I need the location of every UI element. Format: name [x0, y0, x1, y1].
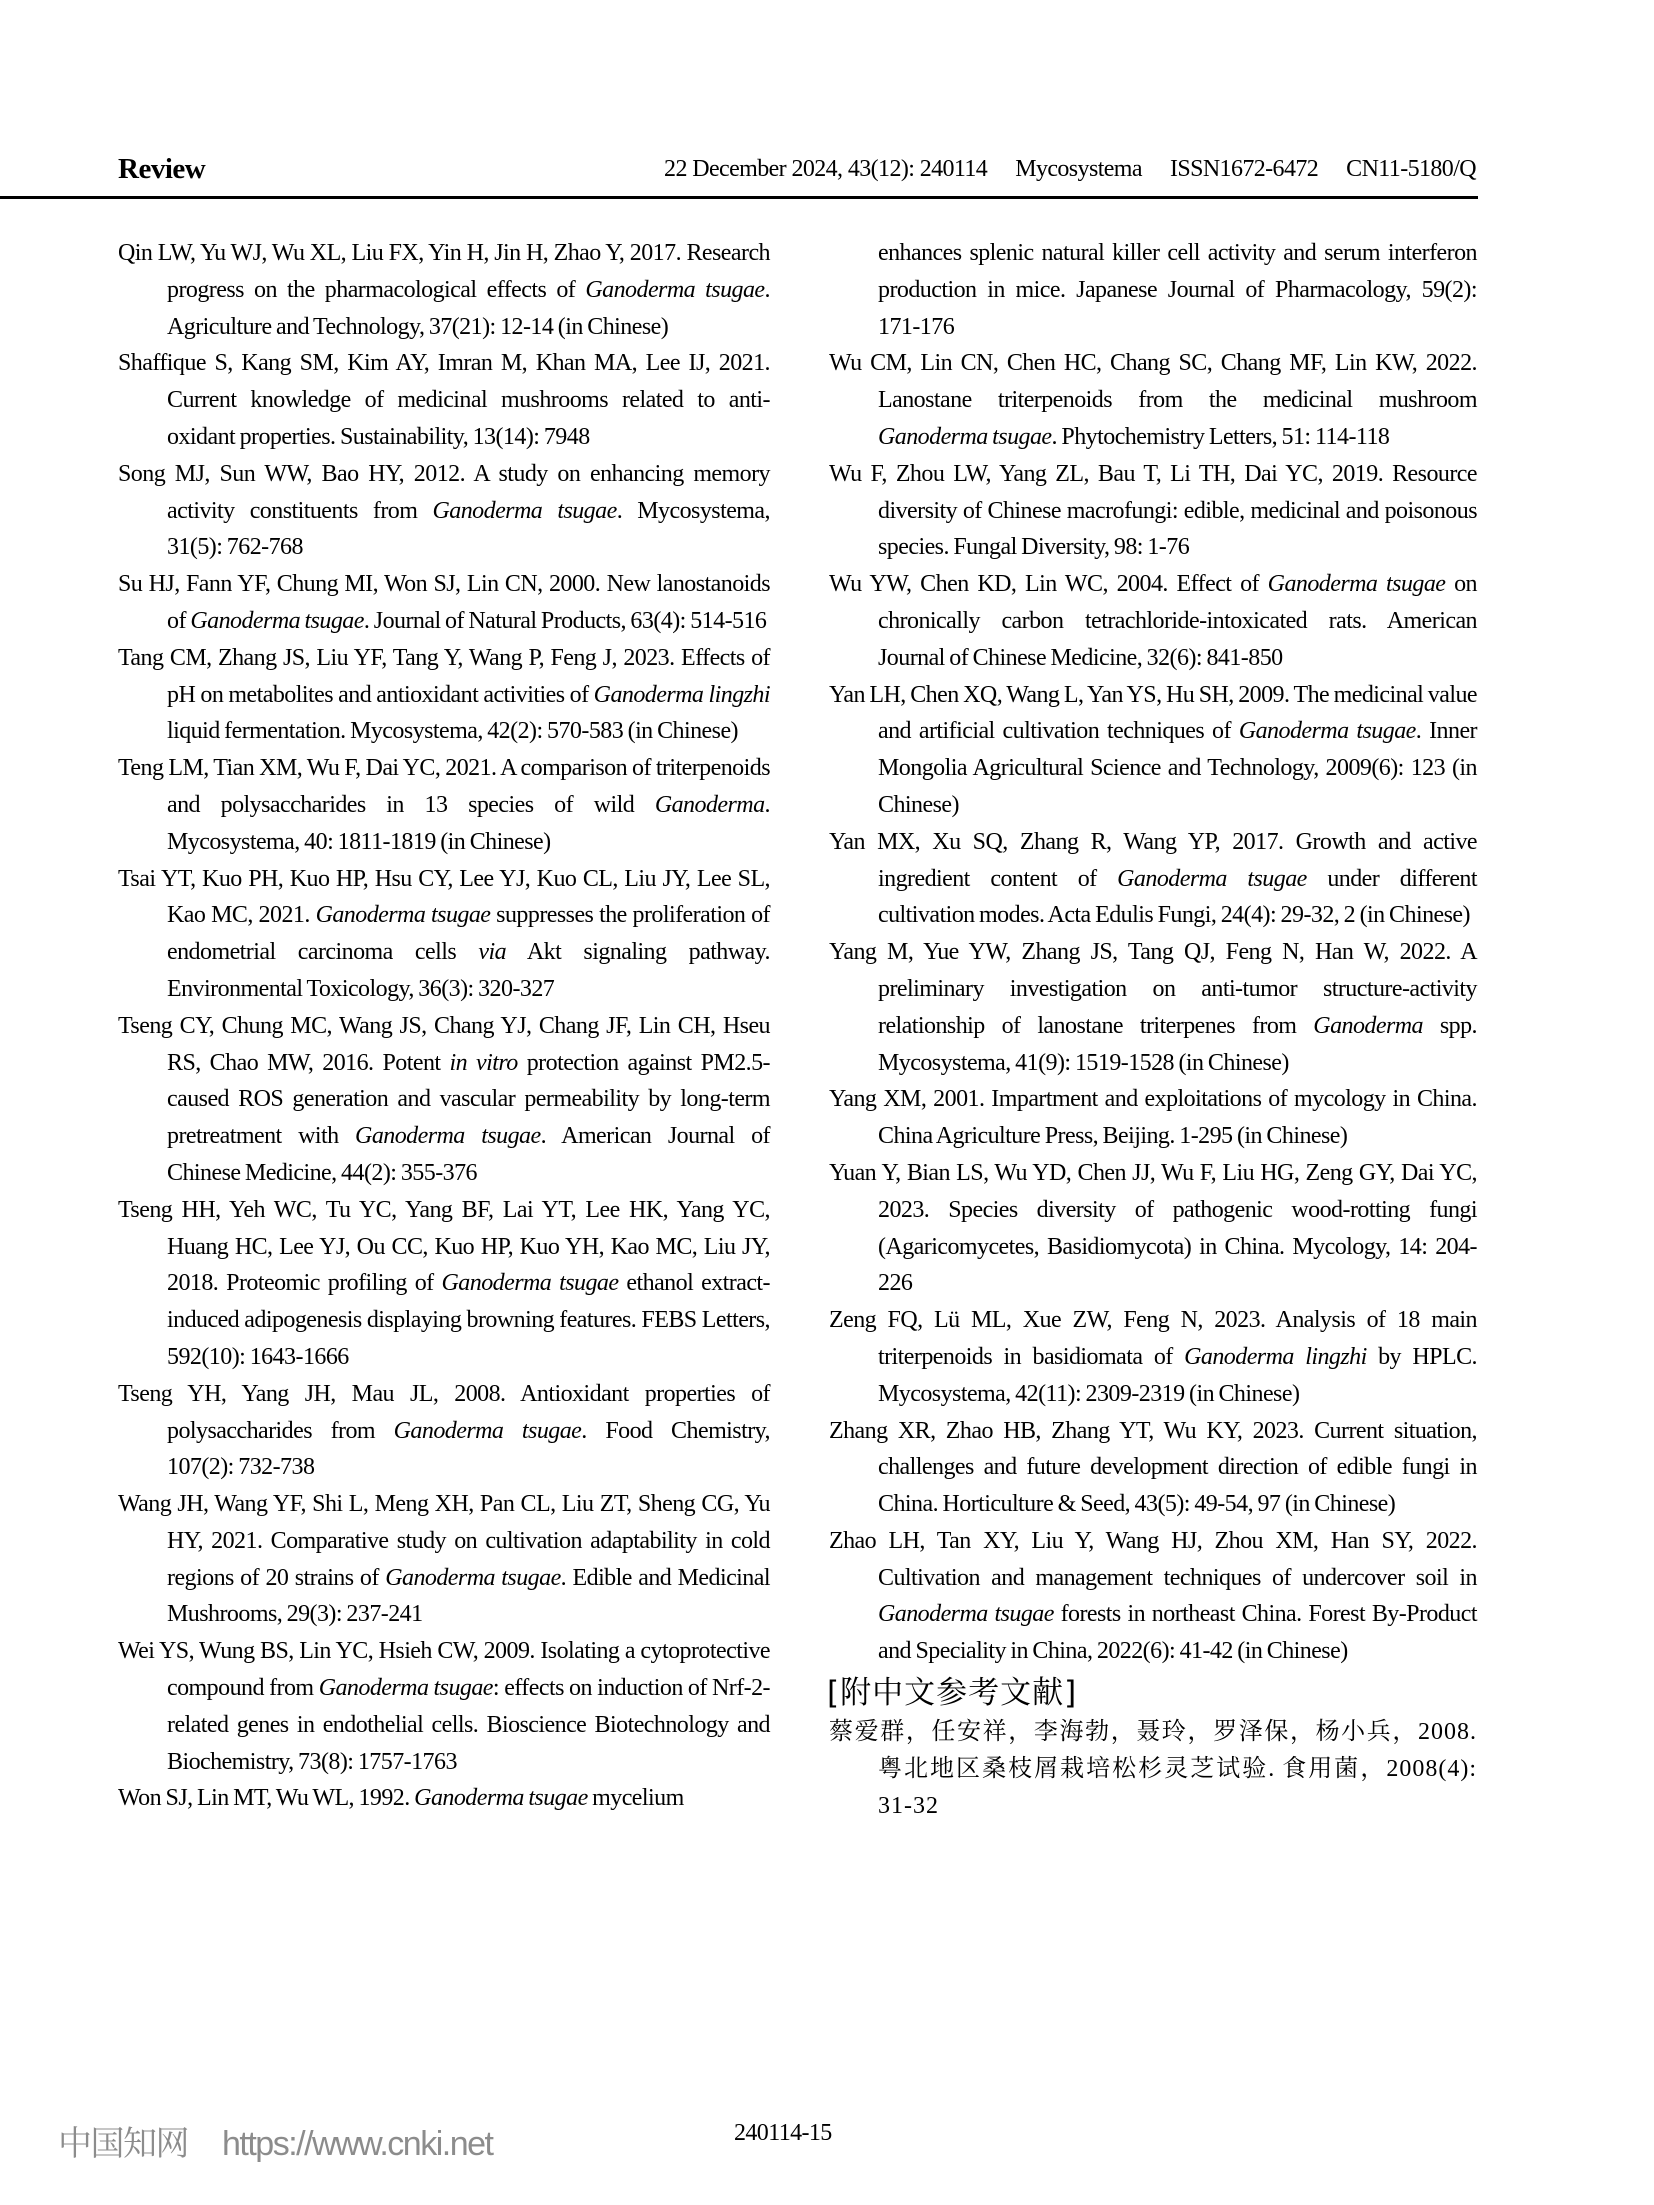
- italic-taxon: Ganoderma: [654, 791, 765, 818]
- reference-entry: [829, 1302, 1477, 1412]
- reference-text: Song MJ, Sun WW, Bao HY, 2012. A study on enhancing memory activity constituents from: [118, 460, 770, 524]
- reference-text: Wu CM, Lin CN, Chen HC, Chang SC, Chang MF, Lin KW, 2022. Lanostane triterpenoids from the medicinal mushroom: [829, 350, 1477, 414]
- reference-entry: [829, 345, 1477, 455]
- chinese-reference-entry: [829, 1714, 1477, 1824]
- reference-text: Zhao LH, Tan XY, Liu Y, Wang HJ, Zhou XM, Han SY, 2022. Cultivation and management techniques of undercover soil in: [829, 1527, 1477, 1591]
- reference-entry: [829, 1155, 1477, 1302]
- italic-taxon: Ganoderma tsugae: [414, 1785, 588, 1812]
- cn-number: CN11-5180/Q: [1346, 156, 1476, 182]
- reference-text: ethanol extract-induced adipogenesis displaying browning features. FEBS Letters, 592(10): 1643-1666: [167, 1270, 770, 1370]
- italic-taxon: Ganoderma tsugae: [878, 423, 1052, 450]
- italic-taxon: Ganoderma tsugae: [432, 497, 617, 524]
- left-reference-column: [118, 235, 770, 1817]
- section-label: Review: [118, 153, 206, 185]
- italic-taxon: Ganoderma tsugae: [393, 1417, 582, 1444]
- reference-continuation: [829, 235, 1477, 345]
- reference-text: liquid fermentation. Mycosystema, 42(2): 570-583 (in Chinese): [167, 718, 738, 745]
- reference-entry: [829, 677, 1477, 824]
- italic-taxon: Ganoderma tsugae: [385, 1564, 561, 1591]
- reference-entry: [118, 1486, 770, 1633]
- italic-taxon: Ganoderma tsugae: [1117, 865, 1307, 892]
- reference-entry: [118, 345, 770, 455]
- reference-text: Tseng HH, Yeh WC, Tu YC, Yang BF, Lai YT, Lee HK, Yang YC, Huang HC, Lee YJ, Ou CC, Kuo HP, Kuo YH, Kao MC, Liu JY, 2018. Proteomic profiling of: [118, 1196, 770, 1297]
- cnki-watermark: [58, 2116, 492, 2165]
- reference-entry: [829, 456, 1477, 566]
- reference-entry: [829, 1081, 1477, 1155]
- reference-text: Zeng FQ, Lü ML, Xue ZW, Feng N, 2023. Analysis of 18 main triterpenoids in basidiomata of: [829, 1307, 1477, 1370]
- reference-text: Shaffique S, Kang SM, Kim AY, Imran M, Khan MA, Lee IJ, 2021. Current knowledge of medicinal mushrooms related to anti-oxidant properties. Sustainability, 13(14): 7948: [118, 350, 770, 450]
- reference-text: : effects on induction of Nrf-2-related genes in endothelial cells. Bioscience Biotechnology and Biochemistry, 73(8): 1757-1763: [167, 1675, 770, 1775]
- reference-text: under different cultivation modes. Acta Edulis Fungi, 24(4): 29-32, 2 (in Chinese): [878, 865, 1477, 929]
- reference-text: Tang CM, Zhang JS, Liu YF, Tang Y, Wang P, Feng J, 2023. Effects of pH on metabolites and antioxidant activities of: [118, 644, 770, 708]
- italic-taxon: Ganoderma tsugae: [1267, 571, 1446, 598]
- reference-entry: [118, 861, 770, 1008]
- reference-text: Wu F, Zhou LW, Yang ZL, Bau T, Li TH, Dai YC, 2019. Resource diversity of Chinese macrofungi: edible, medicinal and poisonous species. Fungal Diversity, 98: 1-76: [829, 460, 1477, 561]
- italic-taxon: Ganoderma lingzhi: [1184, 1343, 1367, 1370]
- reference-entry: [829, 824, 1477, 934]
- reference-text: mycelium: [587, 1785, 684, 1812]
- reference-text: Zhang XR, Zhao HB, Zhang YT, Wu KY, 2023. Current situation, challenges and future development direction of edible fungi in China. Horticulture & Seed, 43(5): 49-54, 97 (in Chinese): [829, 1417, 1477, 1518]
- reference-text: Yan MX, Xu SQ, Zhang R, Wang YP, 2017. Growth and active ingredient content of: [829, 828, 1477, 892]
- reference-text: . Mycosystema, 40: 1811-1819 (in Chinese): [167, 791, 770, 855]
- journal-name: Mycosystema: [1015, 156, 1142, 182]
- italic-taxon: Ganoderma tsugae: [585, 276, 765, 303]
- reference-entry: [118, 235, 770, 345]
- reference-text: . Food Chemistry, 107(2): 732-738: [167, 1417, 770, 1481]
- reference-text: Yang M, Yue YW, Zhang JS, Tang QJ, Feng N, Han W, 2022. A preliminary investigation on anti-tumor structure-activity relationship of lanostane triterpenes from: [829, 939, 1477, 1039]
- reference-text: protection against PM2.5-caused ROS generation and vascular permeability by long-term pretreatment with: [167, 1049, 770, 1150]
- reference-text: Yang XM, 2001. Impartment and exploitations of mycology in China. China Agriculture Press, Beijing. 1-295 (in Chinese): [829, 1086, 1477, 1150]
- reference-text: . Inner Mongolia Agricultural Science and Technology, 2009(6): 123 (in Chinese): [878, 718, 1477, 818]
- italic-taxon: Ganoderma tsugae: [355, 1123, 541, 1150]
- reference-entry: [118, 1780, 770, 1817]
- reference-text: . Phytochemistry Letters, 51: 114-118: [1051, 423, 1390, 450]
- reference-text: . American Journal of Chinese Medicine, 44(2): 355-376: [167, 1123, 770, 1186]
- reference-text: Won SJ, Lin MT, Wu WL, 1992.: [118, 1785, 415, 1812]
- issn: ISSN1672-6472: [1169, 156, 1319, 182]
- reference-entry: [118, 750, 770, 860]
- cnki-name: 中国知网: [58, 2125, 188, 2163]
- reference-text: Wu YW, Chen KD, Lin WC, 2004. Effect of: [829, 571, 1268, 598]
- reference-text: by HPLC. Mycosystema, 42(11): 2309-2319 (in Chinese): [878, 1343, 1477, 1407]
- italic-taxon: Ganoderma: [1313, 1012, 1423, 1039]
- reference-text: . Agriculture and Technology, 37(21): 12-14 (in Chinese): [167, 276, 770, 340]
- reference-text: Wang JH, Wang YF, Shi L, Meng XH, Pan CL, Liu ZT, Sheng CG, Yu HY, 2021. Comparative study on cultivation adaptability in cold regions of 20 strains of: [118, 1491, 770, 1591]
- italic-taxon: Ganoderma tsugae: [315, 902, 491, 929]
- reference-entry: [118, 1376, 770, 1486]
- reference-entry: [118, 1008, 770, 1192]
- reference-text: on chronically carbon tetrachloride-intoxicated rats. American Journal of Chinese Medicine, 32(6): 841-850: [878, 571, 1477, 671]
- italic-taxon: Ganoderma tsugae: [318, 1675, 493, 1702]
- reference-entry: [829, 566, 1477, 676]
- reference-text: Yuan Y, Bian LS, Wu YD, Chen JJ, Wu F, Liu HG, Zeng GY, Dai YC, 2023. Species diversity of pathogenic wood-rotting fungi (Agaricomycetes, Basidiomycota) in China. Mycology, 14: 204-226: [829, 1159, 1477, 1297]
- reference-text: spp. Mycosystema, 41(9): 1519-1528 (in Chinese): [878, 1012, 1477, 1076]
- reference-entry: [829, 1413, 1477, 1523]
- italic-taxon: Ganoderma tsugae: [1238, 718, 1416, 745]
- reference-text: Akt signaling pathway. Environmental Toxicology, 36(3): 320-327: [167, 939, 770, 1002]
- reference-text: 蔡爱群，任安祥，李海勃，聂玲，罗泽保，杨小兵，2008. 粤北地区桑枝屑栽培松杉灵芝试验. 食用菌，2008(4): 31-32: [829, 1719, 1477, 1819]
- right-reference-column: [829, 235, 1477, 1824]
- running-header: [0, 150, 1478, 199]
- chinese-reference-list: [829, 1714, 1477, 1824]
- italic-taxon: Ganoderma tsugae: [441, 1270, 619, 1297]
- italic-taxon: Ganoderma tsugae: [878, 1601, 1054, 1628]
- issue-date-volume: 22 December 2024, 43(12): 240114: [664, 156, 988, 182]
- reference-text: Yan LH, Chen XQ, Wang L, Yan YS, Hu SH, 2009. The medicinal value and artificial cultivation techniques of: [829, 681, 1477, 745]
- reference-text: Qin LW, Yu WJ, Wu XL, Liu FX, Yin H, Jin H, Zhao Y, 2017. Research progress on the pharmacological effects of: [118, 240, 770, 303]
- reference-text: Tseng CY, Chung MC, Wang JS, Chang YJ, Chang JF, Lin CH, Hseu RS, Chao MW, 2016. Potent: [118, 1012, 770, 1076]
- reference-entry: [829, 1523, 1477, 1670]
- reference-text: Su HJ, Fann YF, Chung MI, Won SJ, Lin CN, 2000. New lanostanoids of: [118, 571, 770, 634]
- reference-list: [829, 345, 1477, 1670]
- reference-text: . Mycosystema, 31(5): 762-768: [167, 497, 770, 561]
- reference-text: Tsai YT, Kuo PH, Kuo HP, Hsu CY, Lee YJ, Kuo CL, Liu JY, Lee SL, Kao MC, 2021.: [118, 865, 770, 929]
- reference-text: . Edible and Medicinal Mushrooms, 29(3): 237-241: [167, 1564, 770, 1628]
- italic-taxon: in vitro: [449, 1049, 518, 1076]
- cnki-url[interactable]: https://www.cnki.net: [222, 2125, 493, 2163]
- reference-entry: [118, 1192, 770, 1376]
- journal-info: [664, 156, 1476, 183]
- chinese-references-heading: [附中文参考文献]: [827, 1675, 1078, 1712]
- reference-entry: [118, 640, 770, 750]
- page-number: 240114-15: [734, 2120, 832, 2146]
- reference-text: Wei YS, Wung BS, Lin YC, Hsieh CW, 2009. Isolating a cytoprotective compound from: [118, 1638, 770, 1702]
- reference-text: forests in northeast China. Forest By-Product and Speciality in China, 2022(6): 41-42 (in Chinese): [878, 1601, 1477, 1665]
- reference-text: enhances splenic natural killer cell activity and serum interferon production in mice. Japanese Journal of Pharmacology, 59(2): 171-176: [878, 240, 1477, 340]
- reference-text: . Journal of Natural Products, 63(4): 514-516: [363, 607, 767, 634]
- reference-entry: [829, 934, 1477, 1081]
- reference-entry: [118, 1633, 770, 1780]
- reference-text: Tseng YH, Yang JH, Mau JL, 2008. Antioxidant properties of polysaccharides from: [118, 1380, 770, 1444]
- italic-taxon: via: [478, 939, 507, 966]
- reference-entry: [118, 566, 770, 640]
- italic-taxon: Ganoderma tsugae: [190, 607, 364, 634]
- reference-text: suppresses the proliferation of endometrial carcinoma cells: [167, 902, 770, 966]
- italic-taxon: Ganoderma lingzhi: [593, 681, 770, 708]
- reference-text: Teng LM, Tian XM, Wu F, Dai YC, 2021. A comparison of triterpenoids and polysaccharides in 13 species of wild: [118, 755, 770, 818]
- reference-entry: [118, 456, 770, 566]
